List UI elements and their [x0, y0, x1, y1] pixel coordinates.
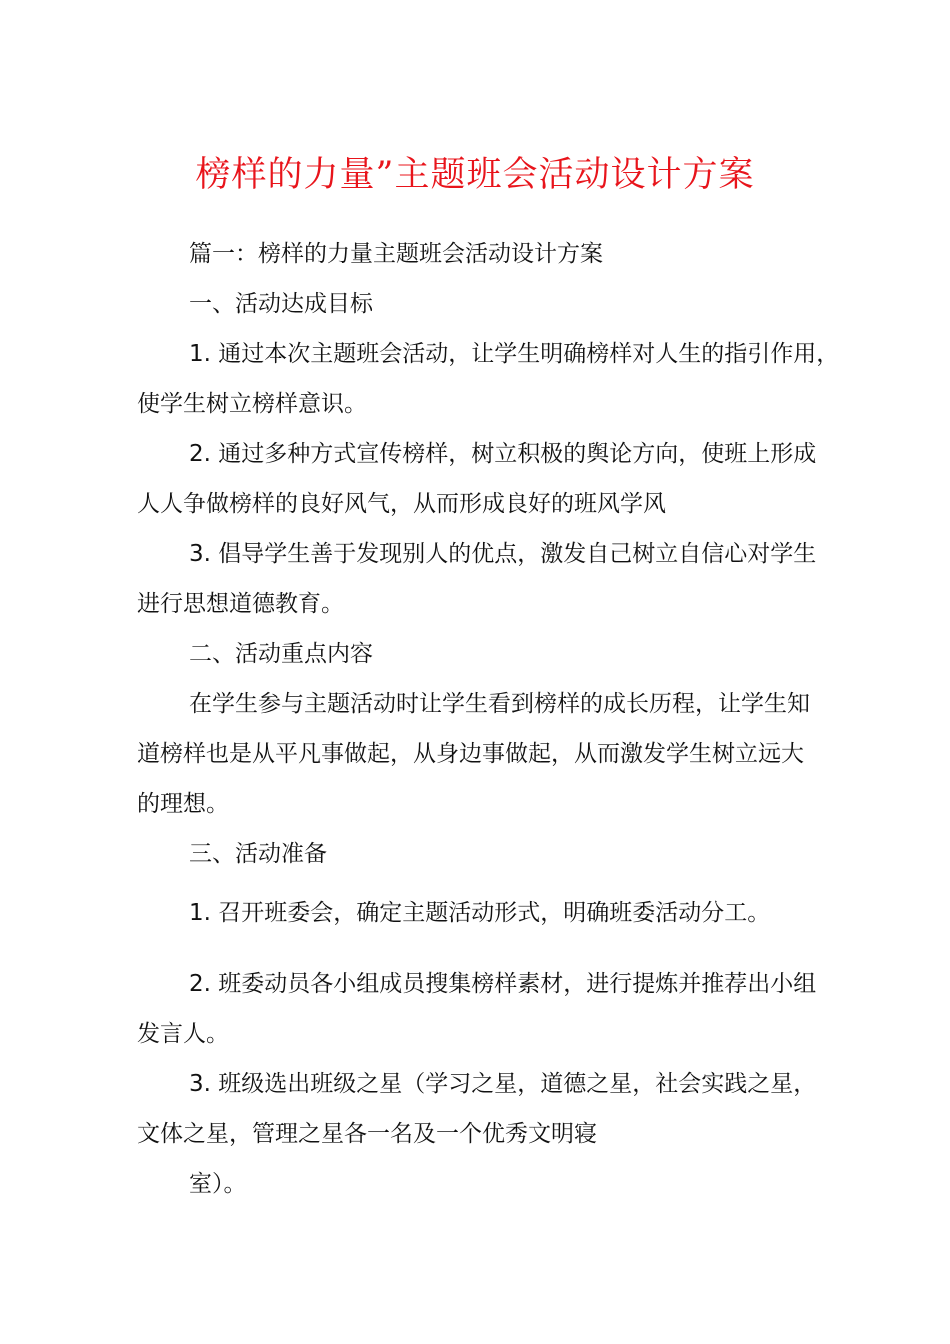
document-title: 榜样的力量”主题班会活动设计方案: [195, 155, 755, 195]
goal-1-line-1: 1. 通过本次主题班会活动，让学生明确榜样对人生的指引作用，: [189, 341, 840, 367]
prep-3-line-2: 文体之星，管理之星各一名及一个优秀文明寝: [137, 1121, 597, 1147]
section-heading-key-content: 二、活动重点内容: [189, 641, 373, 667]
section-heading-part-one: 篇一：榜样的力量主题班会活动设计方案: [189, 241, 603, 267]
goal-2-line-2: 人人争做榜样的良好风气，从而形成良好的班风学风: [137, 491, 666, 517]
prep-2-line-1: 2. 班委动员各小组成员搜集榜样素材，进行提炼并推荐出小组: [189, 971, 817, 997]
prep-3-line-1: 3. 班级选出班级之星（学习之星，道德之星，社会实践之星，: [189, 1071, 817, 1097]
section-heading-goals: 一、活动达成目标: [189, 291, 373, 317]
goal-3-line-1: 3. 倡导学生善于发现别人的优点，激发自己树立自信心对学生: [189, 541, 817, 567]
prep-1-line-1: 1. 召开班委会，确定主题活动形式，明确班委活动分工。: [189, 900, 771, 926]
section-heading-preparation: 三、活动准备: [189, 841, 327, 867]
key-content-line-2: 道榜样也是从平凡事做起，从身边事做起，从而激发学生树立远大: [137, 741, 804, 767]
goal-1-line-2: 使学生树立榜样意识。: [137, 391, 367, 417]
prep-3-line-3: 室）。: [189, 1171, 247, 1197]
prep-2-line-2: 发言人。: [137, 1021, 229, 1047]
key-content-line-3: 的理想。: [137, 791, 229, 817]
goal-3-line-2: 进行思想道德教育。: [137, 591, 344, 617]
goal-2-line-1: 2. 通过多种方式宣传榜样，树立积极的舆论方向，使班上形成: [189, 441, 817, 467]
key-content-line-1: 在学生参与主题活动时让学生看到榜样的成长历程，让学生知: [189, 691, 810, 717]
